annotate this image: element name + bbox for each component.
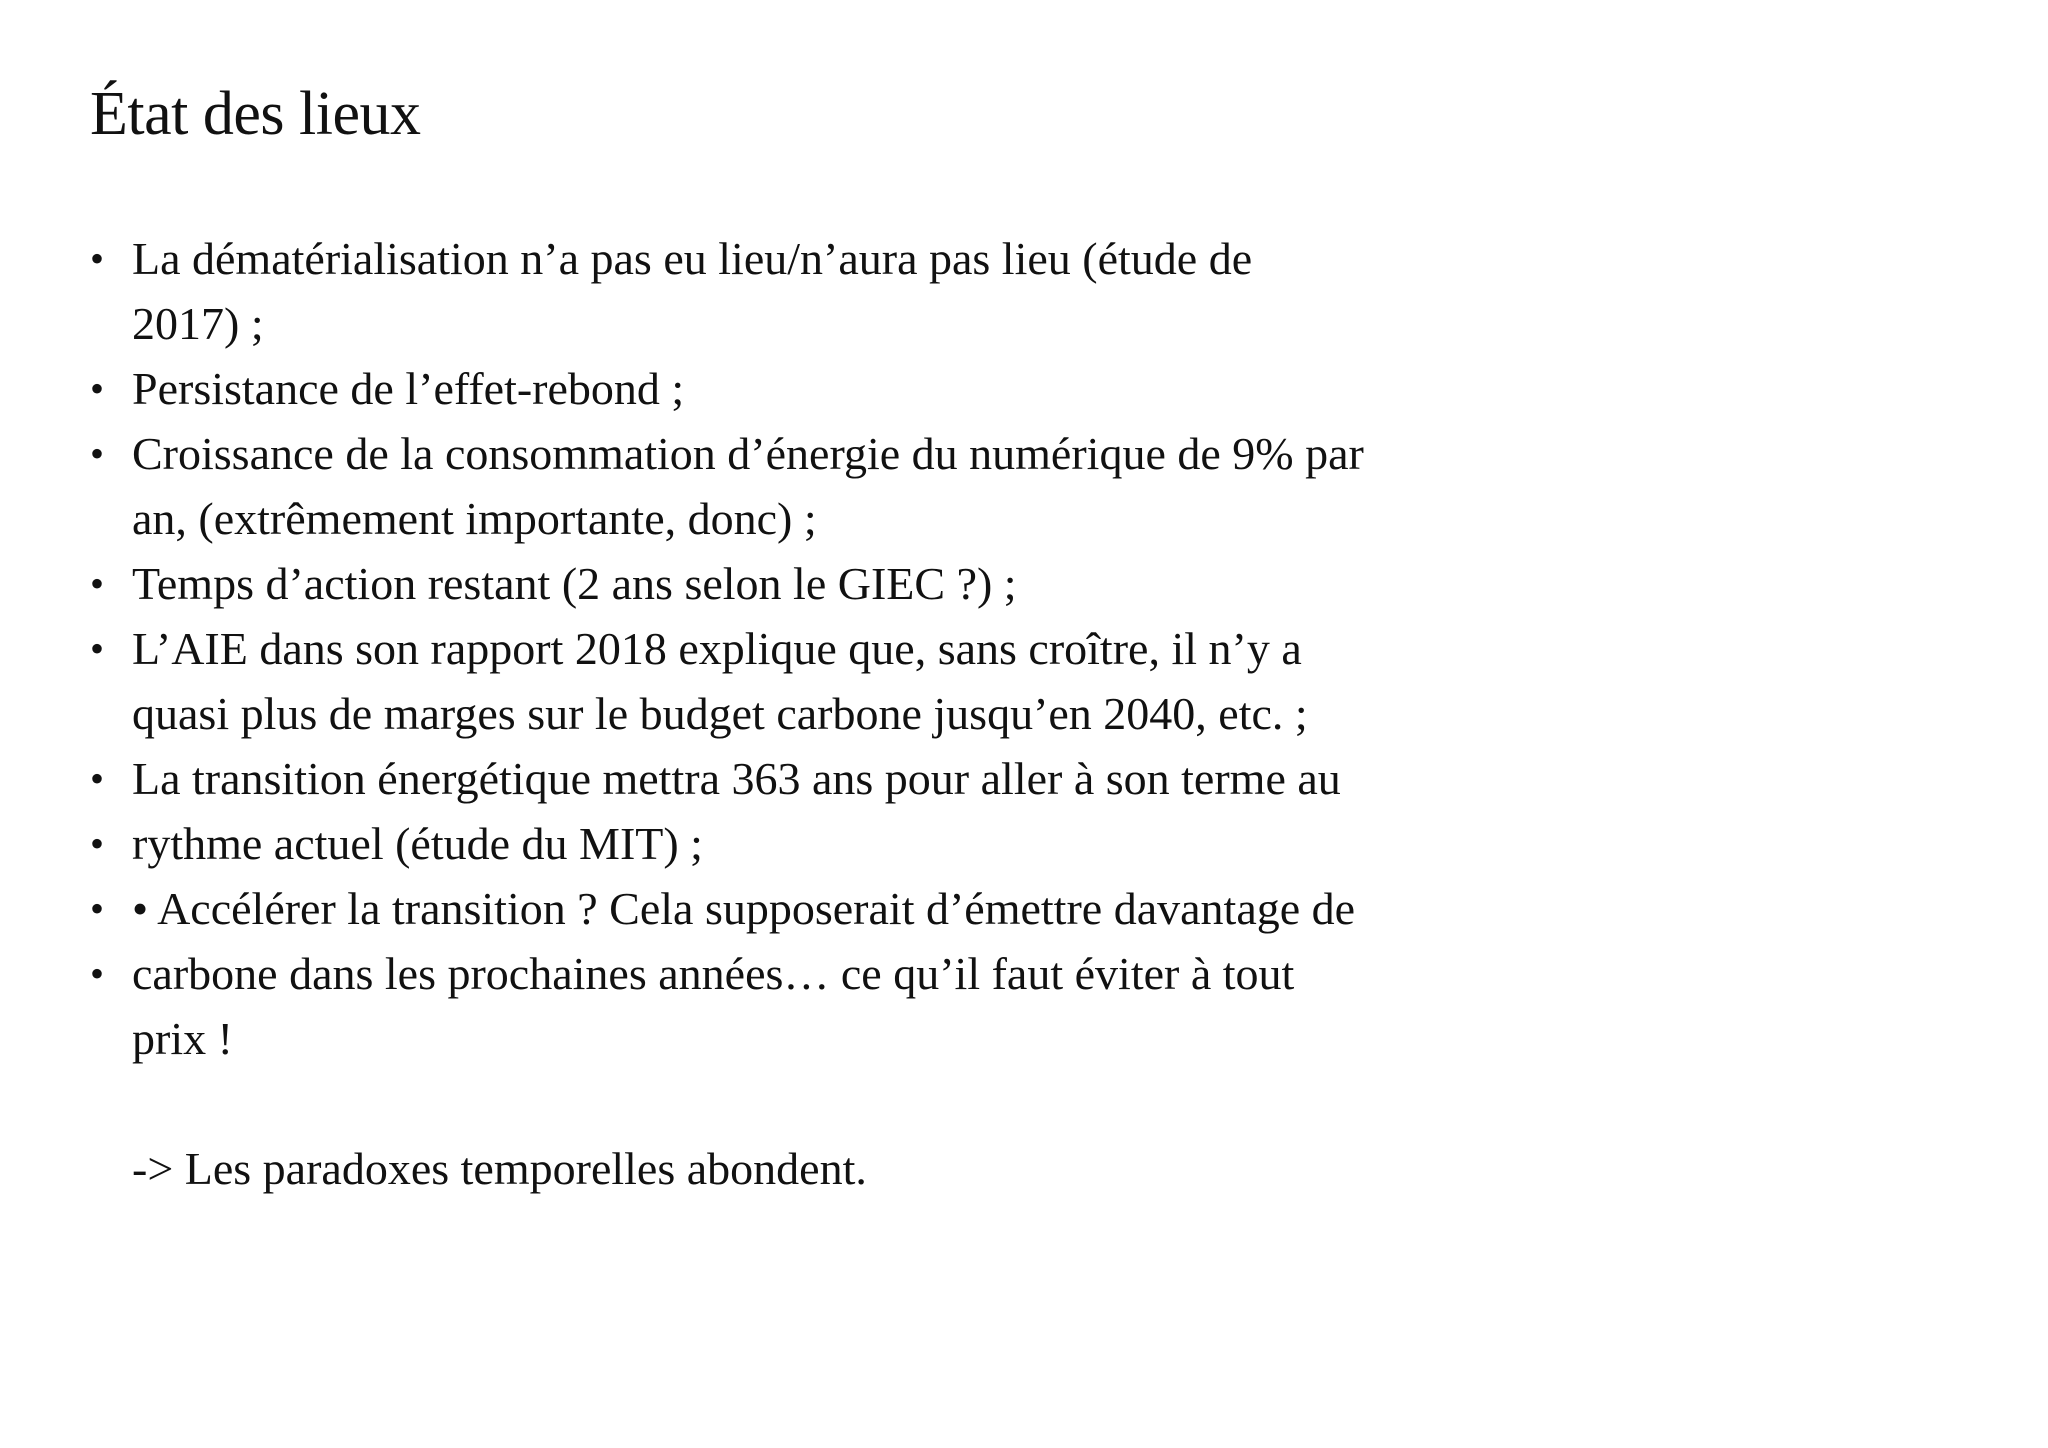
bullet-item: • La dématérialisation n’a pas eu lieu/n’aura pas lieu (étude de 2017) ; <box>90 226 1370 356</box>
conclusion-text: -> Les paradoxes temporelles abondent. <box>132 1143 867 1195</box>
bullet-item: • Persistance de l’effet-rebond ; <box>90 356 1370 421</box>
bullet-item: • Temps d’action restant (2 ans selon le GIEC ?) ; <box>90 551 1370 616</box>
bullet-item: • carbone dans les prochaines années… ce qu’il faut éviter à tout prix ! <box>90 941 1370 1071</box>
bullet-item: • La transition énergétique mettra 363 ans pour aller à son terme au <box>90 746 1370 811</box>
bullet-item: • • Accélérer la transition ? Cela supposerait d’émettre davantage de <box>90 876 1370 941</box>
bullet-item: • Croissance de la consommation d’énergie du numérique de 9% par an, (extrêmement importante, donc) ; <box>90 421 1370 551</box>
page-title: État des lieux <box>90 80 421 148</box>
bullet-item: • rythme actuel (étude du MIT) ; <box>90 811 1370 876</box>
bullet-list <box>90 226 1370 1071</box>
bullet-item: • L’AIE dans son rapport 2018 explique que, sans croître, il n’y a quasi plus de marges sur le budget carbone jusqu’en 2040, etc. ; <box>90 616 1370 746</box>
